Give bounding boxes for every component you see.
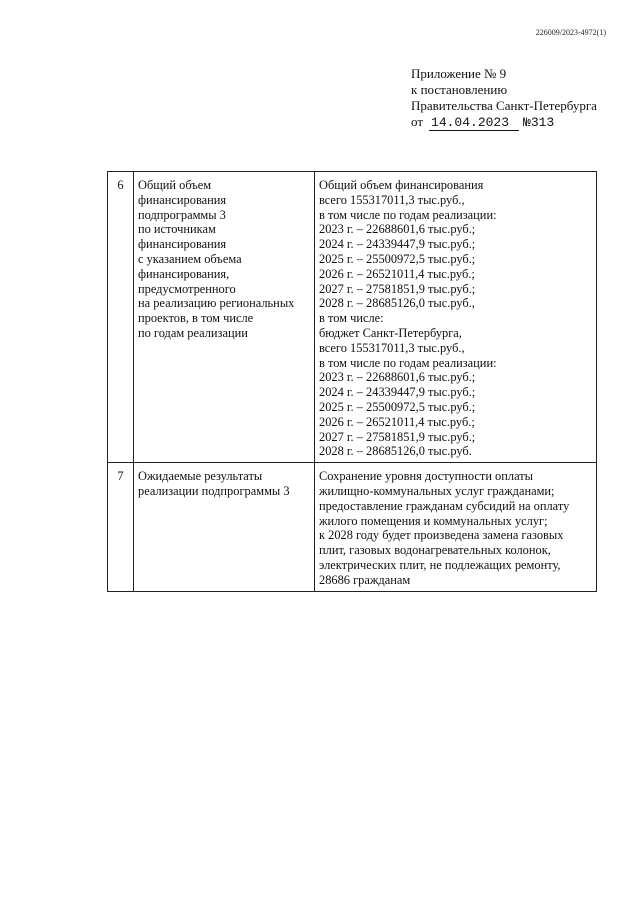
appendix-title: Приложение № 9 bbox=[411, 66, 507, 81]
row-value-line: всего 155317011,3 тыс.руб., bbox=[319, 340, 465, 355]
row-value-line: 2023 г. – 22688601,6 тыс.руб.; bbox=[319, 370, 476, 385]
row-value-line: 2027 г. – 27581851,9 тыс.руб.; bbox=[319, 281, 476, 296]
row-value-line: 2027 г. – 27581851,9 тыс.руб.; bbox=[319, 429, 476, 444]
row-label-line: с указанием объема bbox=[138, 251, 242, 266]
row-value-line: бюджет Санкт-Петербурга, bbox=[319, 325, 462, 340]
row-value-line: Сохранение уровня доступности оплаты bbox=[319, 469, 533, 484]
row-label-line: предусмотренного bbox=[138, 281, 236, 296]
row-label-line: по источникам bbox=[138, 222, 216, 237]
row-value-line: 2028 г. – 28685126,0 тыс.руб. bbox=[319, 444, 472, 459]
row-label-line: финансирования bbox=[138, 192, 227, 207]
row-value-line: 2025 г. – 25500972,5 тыс.руб.; bbox=[319, 251, 476, 266]
row-value-line: 2024 г. – 24339447,9 тыс.руб.; bbox=[319, 237, 476, 252]
row-value-line: жилого помещения и коммунальных услуг; bbox=[319, 513, 548, 528]
row-label-cell bbox=[134, 463, 315, 591]
row-label-line: Общий объем bbox=[138, 178, 212, 192]
row-value-line: 2023 г. – 22688601,6 тыс.руб.; bbox=[319, 222, 476, 237]
row-label-line: на реализацию региональных bbox=[138, 296, 295, 311]
row-label-line: подпрограммы 3 bbox=[138, 207, 226, 222]
row-value-line: в том числе по годам реализации: bbox=[319, 207, 497, 222]
subprogram-table bbox=[107, 171, 597, 592]
row-value-line: предоставление гражданам субсидий на оплату bbox=[319, 498, 570, 513]
row-value-line: 2025 г. – 25500972,5 тыс.руб.; bbox=[319, 399, 476, 414]
row-value-cell bbox=[315, 463, 597, 591]
row-label-line: Ожидаемые результаты bbox=[138, 469, 263, 484]
row-value-line: в том числе по годам реализации: bbox=[319, 355, 497, 370]
row-number: 7 bbox=[108, 463, 134, 591]
table-row bbox=[108, 463, 597, 591]
row-label-line: финансирования, bbox=[138, 266, 230, 281]
row-value-line: плит, газовых водонагревательных колонок, bbox=[319, 543, 551, 558]
document-code: 226009/2023-4972(1) bbox=[535, 28, 606, 37]
row-number: 6 bbox=[108, 172, 134, 463]
date-prefix: от bbox=[411, 114, 424, 129]
row-value-line: жилищно-коммунальных услуг гражданами; bbox=[319, 483, 555, 498]
row-value-line: к 2028 году будет произведена замена газовых bbox=[319, 528, 564, 543]
row-label-line: по годам реализации bbox=[138, 325, 248, 340]
row-label-cell bbox=[134, 172, 315, 463]
row-value-line: 2024 г. – 24339447,9 тыс.руб.; bbox=[319, 385, 476, 400]
row-label-line: финансирования bbox=[138, 237, 227, 252]
appendix-header bbox=[411, 66, 597, 131]
row-value-line: в том числе: bbox=[319, 311, 384, 326]
row-value-cell bbox=[315, 172, 597, 463]
resolution-number: №313 bbox=[523, 115, 555, 130]
appendix-government-line: Правительства Санкт-Петербурга bbox=[411, 98, 597, 113]
appendix-date-line bbox=[411, 114, 597, 131]
row-value-line: всего 155317011,3 тыс.руб., bbox=[319, 192, 465, 207]
resolution-date: 14.04.2023 bbox=[429, 116, 519, 131]
row-value-line: 2026 г. – 26521011,4 тыс.руб.; bbox=[319, 266, 475, 281]
row-value-line: 2026 г. – 26521011,4 тыс.руб.; bbox=[319, 414, 475, 429]
row-value-line: Общий объем финансирования bbox=[319, 178, 484, 192]
table-row bbox=[108, 172, 597, 463]
row-value-line: электрических плит, не подлежащих ремонту, bbox=[319, 557, 561, 572]
row-value-line: 28686 гражданам bbox=[319, 572, 411, 587]
row-label-line: проектов, в том числе bbox=[138, 311, 254, 326]
appendix-resolution-line: к постановлению bbox=[411, 82, 508, 97]
table-body bbox=[108, 172, 597, 592]
row-value-line: 2028 г. – 28685126,0 тыс.руб., bbox=[319, 296, 475, 311]
row-label-line: реализации подпрограммы 3 bbox=[138, 483, 290, 498]
